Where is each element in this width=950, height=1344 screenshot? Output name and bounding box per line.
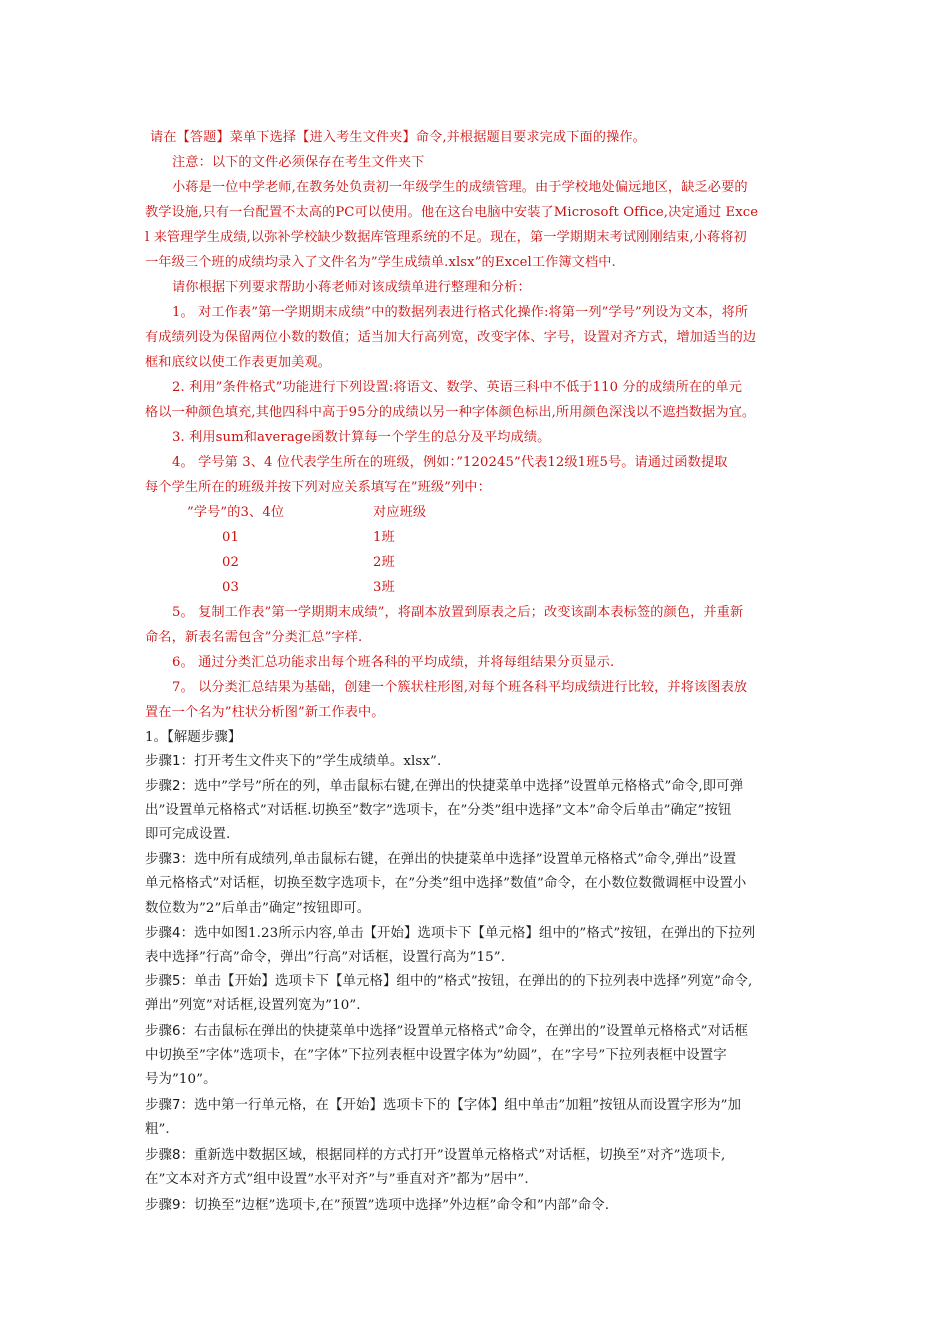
mapping-table-header-class: 对应班级 <box>373 505 427 520</box>
task-2-line: 格以一种颜色填充,其他四科中高于95分的成绩以另一种字体颜色标出,所用颜色深浅以不遮挡数据为宜。 <box>145 405 756 420</box>
step-2-line: 即可完成设置. <box>145 827 231 842</box>
step-label: 步骤9： <box>145 1198 195 1213</box>
step-8-line <box>145 1147 725 1165</box>
step-5-line: 弹出”列宽”对话框,设置列宽为”10”. <box>145 998 361 1013</box>
task-1-line: 1。 对工作表”第一学期期末成绩”中的数据列表进行格式化操作:将第一列”学号”列设为文本，将所 <box>172 305 749 320</box>
step-text: 右击鼠标在弹出的快捷菜单中选择”设置单元格格式”命令，在弹出的”设置单元格格式”对话框 <box>194 1024 749 1039</box>
request-line: 请你根据下列要求帮助小蒋老师对该成绩单进行整理和分析： <box>172 280 531 295</box>
step-label: 步骤1： <box>145 754 195 769</box>
mapping-table-cell: 3班 <box>373 580 395 595</box>
step-2-line: 出”设置单元格格式”对话框.切换至”数字”选项卡，在”分类”组中选择”文本”命令后单击”确定”按钮 <box>145 803 732 818</box>
step-7-line: 粗”. <box>145 1122 170 1137</box>
task-3-line: 3. 利用sum和average函数计算每一个学生的总分及平均成绩。 <box>172 430 551 445</box>
step-text: 切换至”边框”选项卡,在”预置”选项中选择”外边框”命令和”内部”命令. <box>194 1198 610 1213</box>
intro-paragraph-line: 一年级三个班的成绩均录入了文件名为”学生成绩单.xlsx”的Excel工作簿文档中. <box>145 255 616 270</box>
instruction-line: 请在【答题】菜单下选择【进入考生文件夹】命令,并根据题目要求完成下面的操作。 <box>150 130 646 145</box>
step-5-line <box>145 973 752 991</box>
intro-paragraph-line: l 来管理学生成绩,以弥补学校缺少数据库管理系统的不足。现在，第一学期期末考试刚刚结束,小蒋将初 <box>145 230 747 245</box>
note-line: 注意：以下的文件必须保存在考生文件夹下 <box>172 155 425 170</box>
step-2-line <box>145 778 743 796</box>
step-6-line <box>145 1023 748 1041</box>
step-4-line: 表中选择”行高”命令，弹出”行高”对话框，设置行高为”15”. <box>145 950 506 965</box>
mapping-table-header-id: ”学号”的3、4位 <box>187 505 285 520</box>
step-label: 步骤4： <box>145 926 195 941</box>
step-3-line: 数位数为”2”后单击”确定”按钮即可。 <box>145 901 371 916</box>
step-4-line <box>145 925 755 943</box>
step-label: 步骤6： <box>145 1024 195 1039</box>
step-1-line <box>145 753 441 771</box>
step-label: 步骤8： <box>145 1148 195 1163</box>
mapping-table-cell: 03 <box>222 580 239 595</box>
task-5-line: 命名，新表名需包含”分类汇总”字样. <box>145 630 363 645</box>
step-label: 步骤7： <box>145 1098 195 1113</box>
task-7-line: 置在一个名为”柱状分析图”新工作表中。 <box>145 705 385 720</box>
mapping-table-cell: 01 <box>222 530 239 545</box>
step-text: 选中如图1.23所示内容,单击【开始】选项卡下【单元格】组中的”格式”按钮，在弹出的下拉列 <box>194 926 756 941</box>
task-4-line: 每个学生所在的班级并按下列对应关系填写在”班级”列中： <box>145 480 491 495</box>
step-3-line: 单元格格式”对话框，切换至数字选项卡，在”分类”组中选择”数值”命令，在小数位数微调框中设置小 <box>145 876 747 891</box>
step-text: 选中所有成绩列,单击鼠标右键，在弹出的快捷菜单中选择”设置单元格格式”命令,弹出”设置 <box>194 852 737 867</box>
task-1-line: 框和底纹以使工作表更加美观。 <box>145 355 332 370</box>
intro-paragraph-line: 小蒋是一位中学老师,在教务处负责初一年级学生的成绩管理。由于学校地处偏远地区，缺乏必要的 <box>172 180 748 195</box>
step-6-line: 中切换至”字体”选项卡，在”字体”下拉列表框中设置字体为”幼圆”，在”字号”下拉列表框中设置字 <box>145 1048 727 1063</box>
step-label: 步骤2： <box>145 779 195 794</box>
task-2-line: 2. 利用”条件格式”功能进行下列设置:将语文、数学、英语三科中不低于110 分的成绩所在的单元 <box>172 380 742 395</box>
step-3-line <box>145 851 736 869</box>
step-6-line: 号为”10”。 <box>145 1072 217 1087</box>
step-text: 打开考生文件夹下的”学生成绩单。xlsx”. <box>194 754 442 769</box>
step-label: 步骤5： <box>145 974 195 989</box>
step-text: 选中第一行单元格，在【开始】选项卡下的【字体】组中单击”加粗”按钮从而设置字形为”加 <box>194 1098 742 1113</box>
intro-paragraph-line: 教学设施,只有一台配置不太高的PC可以使用。他在这台电脑中安装了Microsoft Office,决定通过 Exce <box>145 205 759 220</box>
task-4-line: 4。 学号第 3、4 位代表学生所在的班级，例如：”120245”代表12级1班5号。请通过函数提取 <box>172 455 728 470</box>
task-1-line: 有成绩列设为保留两位小数的数值；适当加大行高列宽，改变字体、字号，设置对齐方式，增加适当的边 <box>145 330 757 345</box>
step-8-line: 在”文本对齐方式”组中设置”水平对齐”与”垂直对齐”都为”居中”. <box>145 1172 529 1187</box>
mapping-table-cell: 02 <box>222 555 239 570</box>
step-9-line <box>145 1197 609 1215</box>
step-text: 重新选中数据区域，根据同样的方式打开”设置单元格格式”对话框，切换至”对齐”选项卡, <box>194 1148 726 1163</box>
mapping-table-cell: 2班 <box>373 555 395 570</box>
task-6-line: 6。 通过分类汇总功能求出每个班各科的平均成绩，并将每组结果分页显示. <box>172 655 615 670</box>
mapping-table-cell: 1班 <box>373 530 395 545</box>
step-text: 选中”学号”所在的列，单击鼠标右键,在弹出的快捷菜单中选择”设置单元格格式”命令,即可弹 <box>194 779 744 794</box>
solution-heading: 1。【解题步骤】 <box>145 730 242 745</box>
task-5-line: 5。 复制工作表”第一学期期末成绩”，将副本放置到原表之后；改变该副本表标签的颜色，并重新 <box>172 605 744 620</box>
step-text: 单击【开始】选项卡下【单元格】组中的”格式”按钮，在弹出的的下拉列表中选择”列宽”命令, <box>194 974 753 989</box>
step-label: 步骤3： <box>145 852 195 867</box>
step-7-line <box>145 1097 741 1115</box>
task-7-line: 7。 以分类汇总结果为基础，创建一个簇状柱形图,对每个班各科平均成绩进行比较，并将该图表放 <box>172 680 748 695</box>
